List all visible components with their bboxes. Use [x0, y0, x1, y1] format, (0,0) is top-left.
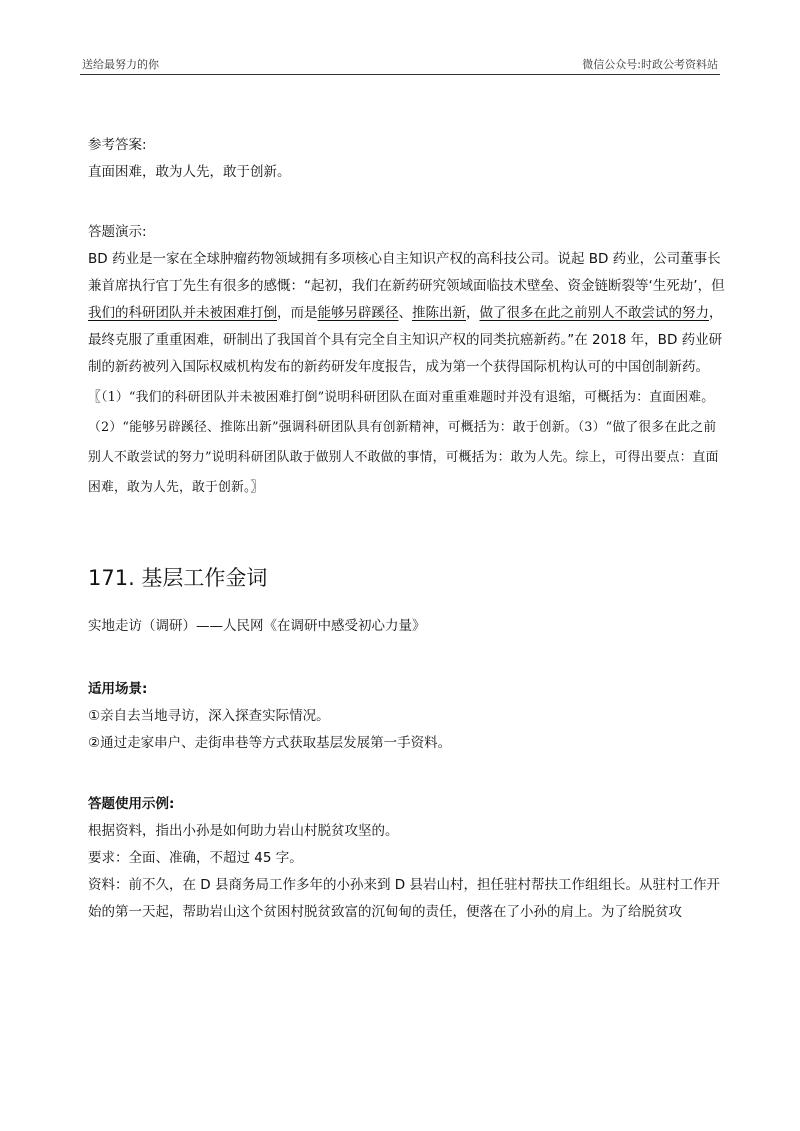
- header-right-text: 微信公众号:时政公考资料站: [582, 58, 718, 71]
- answer-label: 参考答案:: [88, 137, 147, 153]
- underline-4: 做了很多在此之前别人不敢尝试的努力: [479, 305, 709, 321]
- section-title: 171. 基层工作金词: [88, 566, 268, 590]
- demo-paragraph: BD 药业是一家在全球肿瘤药物领域拥有多项核心自主知识产权的高科技公司。说起 BD 药业，公司董事长兼首席执行官丁先生有很多的感慨：“起初，我们在新药研究领域面临技术壁垒、资金链断裂等‘生死劫’，但我们的科研团队并未被困难打倒，而是能够另辟蹊径、推陈出新，做了很多在此之前别人不敢尝试的努力，最终克服了重重困难，研制出了我国首个具有完全自主知识产权的同类抗癌新药。”在 2018 年，BD 药业研制的新药被列入国际权威机构发布的新药研发年度报告，成为第一个获得国际机构认可的中国创制新药。: [88, 251, 725, 375]
- demo-label: 答题演示:: [88, 224, 147, 240]
- page-header: [80, 52, 720, 75]
- scene-item-2: ②通过走家串户、走街串巷等方式获取基层发展第一手资料。: [88, 735, 452, 751]
- underline-3: 推陈出新: [412, 305, 466, 321]
- analysis-paragraph: 〖（1）“我们的科研团队并未被困难打倒”说明科研团队在面对重重难题时并没有退缩，可概括为：直面困难。（2）“能够另辟蹊径、推陈出新”强调科研团队具有创新精神，可概括为：敢于创新。（3）“做了很多在此之前别人不敢尝试的努力”说明科研团队敢于做别人不敢做的事情，可概括为：敢为人先。综上，可得出要点：直面困难，敢为人先，敢于创新。〗: [88, 390, 719, 495]
- scene-label: 适用场景:: [88, 681, 148, 697]
- example-requirement: 要求：全面、准确，不超过 45 字。: [88, 850, 303, 866]
- scene-item-1: ①亲自去当地寻访，深入探查实际情况。: [88, 708, 330, 724]
- example-label: 答题使用示例:: [88, 796, 175, 812]
- underline-2: 能够另辟蹊径: [317, 305, 399, 321]
- example-question: 根据资料，指出小孙是如何助力岩山村脱贫攻坚的。: [88, 823, 399, 839]
- answer-text: 直面困难，敢为人先，敢于创新。: [88, 164, 291, 180]
- page-content: [88, 132, 728, 926]
- example-material: 资料：前不久，在 D 县商务局工作多年的小孙来到 D 县岩山村，担任驻村帮扶工作组组长。从驻村工作开始的第一天起，帮助岩山这个贫困村脱贫致富的沉甸甸的责任，便落在了小孙的肩上。为了给脱贫攻: [88, 877, 720, 920]
- underline-1: 我们的科研团队并未被困难打倒: [88, 305, 277, 321]
- term-line: 实地走访（调研）——人民网《在调研中感受初心力量》: [88, 618, 426, 634]
- header-left-text: 送给最努力的你: [82, 58, 159, 71]
